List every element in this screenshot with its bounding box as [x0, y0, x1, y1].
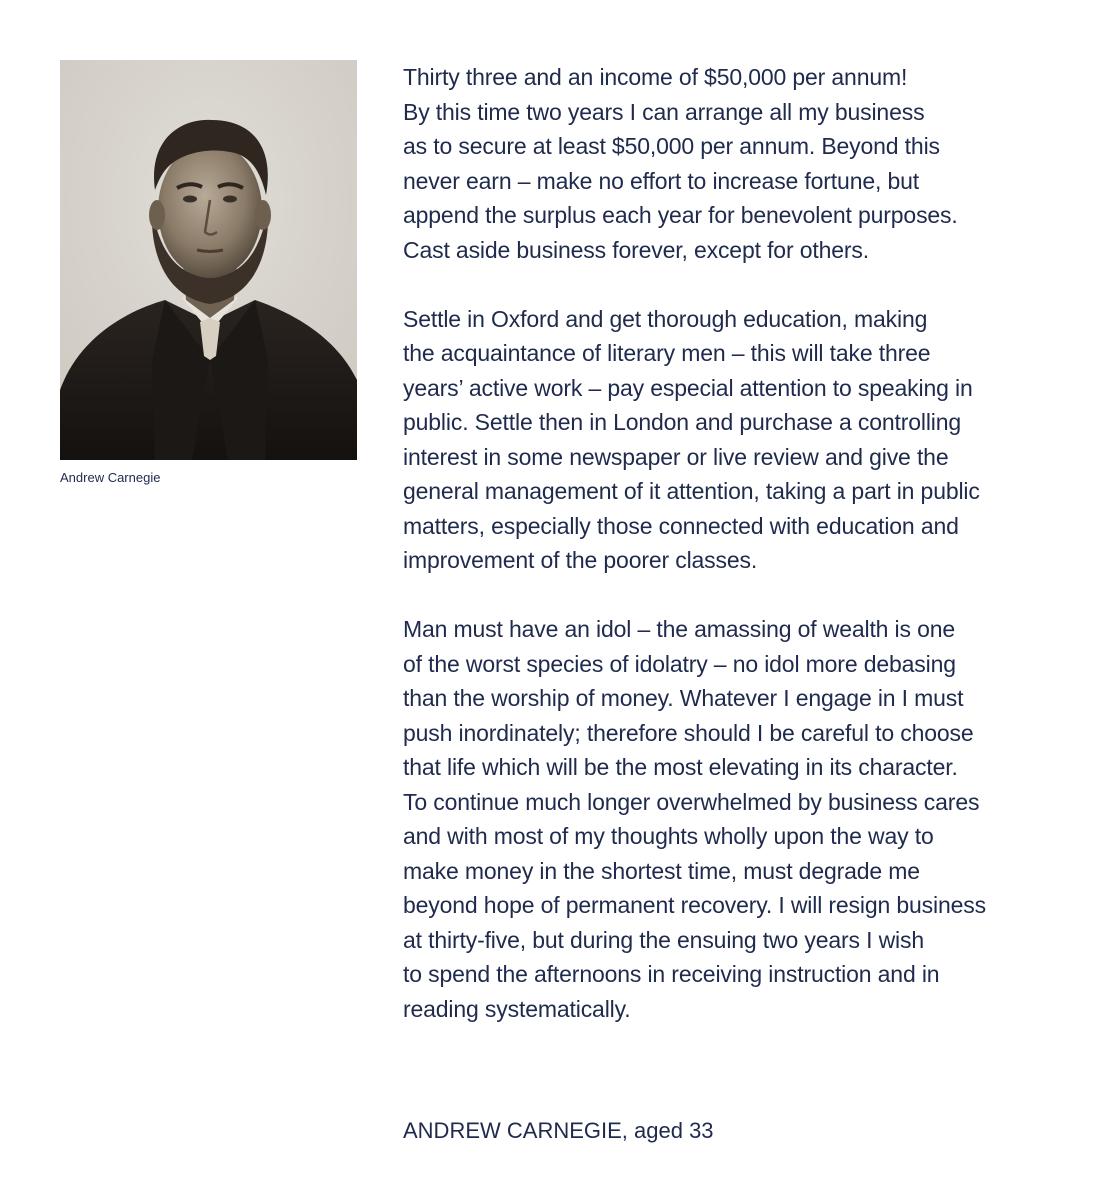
- text-line: To continue much longer overwhelmed by business cares: [403, 788, 980, 815]
- text-line: never earn – make no effort to increase fortune, but: [403, 167, 919, 194]
- text-line: the acquaintance of literary men – this will take three: [403, 340, 931, 366]
- text-line: and with most of my thoughts wholly upon the way to: [403, 823, 934, 849]
- text-line: at thirty-five, but during the ensuing two years I wish: [403, 926, 925, 953]
- paragraph: [403, 302, 1073, 578]
- text-line: Man must have an idol – the amassing of wealth is one: [403, 616, 956, 642]
- text-line: make money in the shortest time, must degrade me: [403, 857, 920, 884]
- signature: ANDREW CARNEGIE, aged 33: [403, 1118, 714, 1143]
- portrait-caption: Andrew Carnegie: [60, 470, 161, 485]
- text-line: as to secure at least $50,000 per annum. Beyond this: [403, 133, 940, 159]
- text-line: By this time two years I can arrange all my business: [403, 98, 925, 125]
- text-line: improvement of the poorer classes.: [403, 547, 758, 573]
- text-line: Thirty three and an income of $50,000 per annum!: [403, 64, 908, 90]
- paragraph: [403, 60, 1073, 267]
- portrait-illustration: [60, 60, 357, 460]
- text-line: years’ active work – pay especial attention to speaking in: [403, 374, 973, 401]
- letter-body: [403, 60, 1073, 1061]
- text-line: push inordinately; therefore should I be careful to choose: [403, 719, 974, 746]
- portrait-photo: [60, 60, 357, 460]
- text-line: beyond hope of permanent recovery. I will resign business: [403, 892, 986, 918]
- text-line: public. Settle then in London and purchase a controlling: [403, 409, 962, 435]
- text-line: that life which will be the most elevating in its character.: [403, 754, 958, 780]
- text-line: of the worst species of idolatry – no idol more debasing: [403, 650, 956, 677]
- text-line: than the worship of money. Whatever I engage in I must: [403, 685, 964, 711]
- paragraph: [403, 612, 1073, 1026]
- text-line: interest in some newspaper or live review and give the: [403, 443, 949, 470]
- text-line: general management of it attention, taking a part in public: [403, 478, 980, 504]
- text-line: append the surplus each year for benevolent purposes.: [403, 202, 958, 228]
- text-line: matters, especially those connected with education and: [403, 512, 959, 539]
- text-line: reading systematically.: [403, 995, 631, 1022]
- text-line: Settle in Oxford and get thorough education, making: [403, 305, 928, 332]
- text-line: Cast aside business forever, except for others.: [403, 236, 869, 263]
- text-line: to spend the afternoons in receiving instruction and in: [403, 961, 940, 987]
